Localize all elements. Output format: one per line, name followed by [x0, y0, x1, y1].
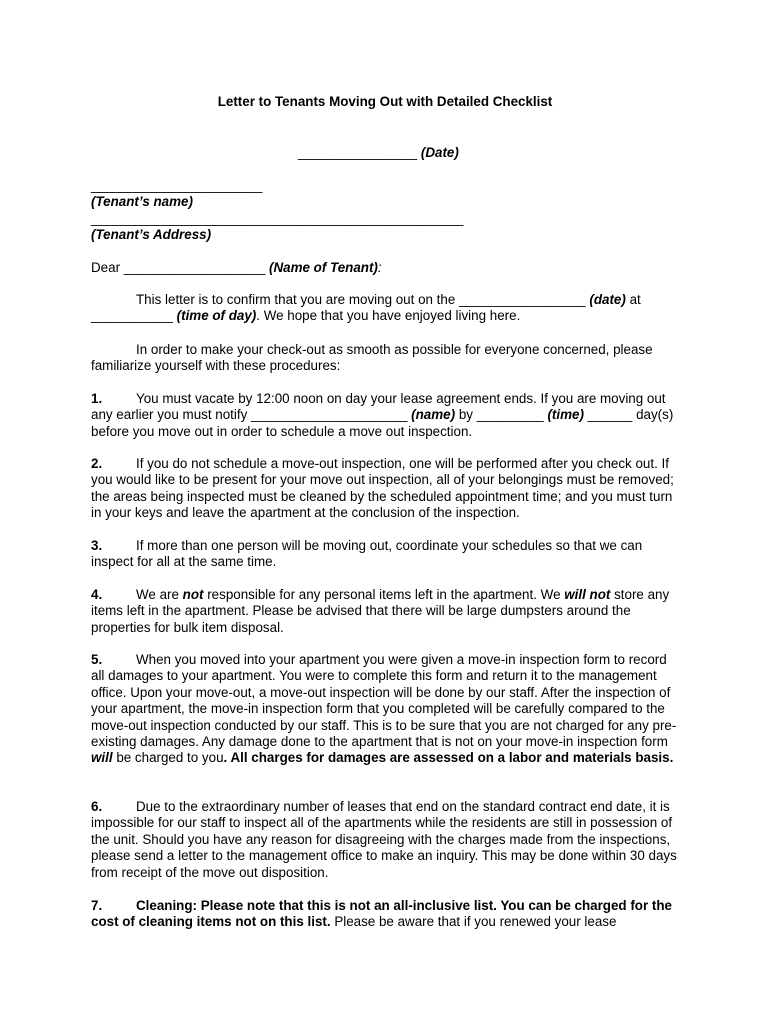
item-text-2: be charged to you: [116, 750, 224, 766]
salutation-label: (Name of Tenant): [269, 260, 378, 275]
item-number: 1.: [91, 391, 103, 406]
item-7: [91, 898, 681, 931]
item-6: [91, 799, 681, 881]
item-bold-end: . All charges for damages are assessed on a labor and materials basis.: [223, 750, 674, 766]
intro-paragraph-2: [91, 342, 681, 375]
item-4: [91, 587, 681, 636]
salutation-text: Dear: [91, 260, 121, 275]
tenant-name-label: (Tenant’s name): [91, 194, 193, 210]
move-time-label: (time of day): [176, 308, 257, 324]
salutation: [91, 260, 681, 276]
item-text: Please be aware that if you renewed your lease: [334, 914, 617, 930]
item-text: If you do not schedule a move-out inspection, one will be performed after you check out. If you would like to be present for your move out inspection, all of your belongings must be removed; the areas being inspected must be cleaned by the scheduled appointment time; and you must turn in your keys and leave the apartment at the conclusion of the inspection.: [91, 456, 674, 521]
notify-time-label: (time): [547, 407, 584, 423]
date-blank: ________________: [298, 145, 418, 160]
tenant-address-label: (Tenant’s Address): [91, 227, 212, 243]
emphasis-will: will: [91, 750, 113, 766]
intro-at: at: [629, 292, 641, 307]
intro-end: . We hope that you have enjoyed living here.: [256, 308, 521, 324]
item-number: 7.: [91, 898, 103, 913]
salutation-blank: ___________________: [123, 260, 266, 275]
intro-text: This letter is to confirm that you are moving out on the: [136, 292, 456, 307]
item-1: [91, 391, 681, 440]
salutation-colon: :: [377, 260, 382, 275]
item-by: by: [458, 407, 473, 423]
item-2: [91, 456, 681, 522]
tenant-address-block: [91, 211, 681, 244]
item-number: 6.: [91, 799, 103, 814]
tenant-name-blank: _______________________: [91, 178, 263, 193]
item-text: When you moved into your apartment you were given a move-in inspection form to record all damages to your apartment. You were to complete this form and return it to the management office. Upon your move-out, a move-out inspection will be done by our staff. After the inspection of your apartment, the move-in inspection form that you completed will be carefully compared to the move-out inspection conducted by our staff. This is to be sure that you are not charged for any pre-existing damages. Any damage done to the apartment that is not on your move-in inspection form: [91, 652, 677, 750]
notify-name-label: (name): [411, 407, 456, 423]
item-text: You must vacate by 12:00 noon on day your lease agreement ends. If you are moving out any earlier you must notify: [91, 391, 666, 423]
item-text-3: store any items left in the apartment. Please be advised that there will be large dumpsters around the properties for bulk item disposal.: [91, 587, 670, 635]
item-3: [91, 538, 681, 571]
item-text-2: responsible for any personal items left in the apartment. We: [207, 587, 561, 602]
intro-paragraph-1: [91, 292, 681, 325]
date-label: (Date): [420, 145, 459, 160]
item-text: If more than one person will be moving out, coordinate your schedules so that we can inspect for all at the same time.: [91, 538, 643, 570]
tenant-name-block: [91, 178, 681, 211]
notify-name-blank: _____________________: [251, 407, 408, 423]
item-bold: Cleaning: Please note that this is not an all-inclusive list. You can be charged for the cost of cleaning items not on this list.: [91, 898, 672, 930]
notify-days-blank: ______: [587, 407, 633, 423]
item-number: 3.: [91, 538, 103, 553]
notify-time-blank: _________: [476, 407, 544, 423]
item-text-end: day(s) before you move out in order to schedule a move out inspection.: [91, 407, 674, 439]
emphasis-not: not: [182, 587, 204, 602]
item-number: 2.: [91, 456, 103, 471]
move-date-label: (date): [589, 292, 626, 307]
tenant-address-blank: __________________________________________________: [91, 211, 464, 226]
intro-procedures: In order to make your check-out as smooth as possible for everyone concerned, please familiarize yourself with these procedures:: [91, 342, 653, 374]
emphasis-will-not: will not: [564, 587, 611, 602]
item-text: We are: [136, 587, 179, 602]
date-line: [298, 145, 459, 161]
document-title: Letter to Tenants Moving Out with Detailed Checklist: [217, 94, 553, 109]
item-5: [91, 652, 681, 767]
move-date-blank: _________________: [459, 292, 586, 307]
item-text: Due to the extraordinary number of leases that end on the standard contract end date, it is impossible for our staff to inspect all of the apartments while the residents are still in possession of the unit. Should you have any reason for disagreeing with the charges made from the inspections, please send a letter to the management office to make an inquiry. This may be done within 30 days from receipt of the move out disposition.: [91, 799, 677, 880]
move-time-blank: ___________: [91, 308, 173, 324]
item-number: 4.: [91, 587, 103, 602]
item-number: 5.: [91, 652, 103, 667]
